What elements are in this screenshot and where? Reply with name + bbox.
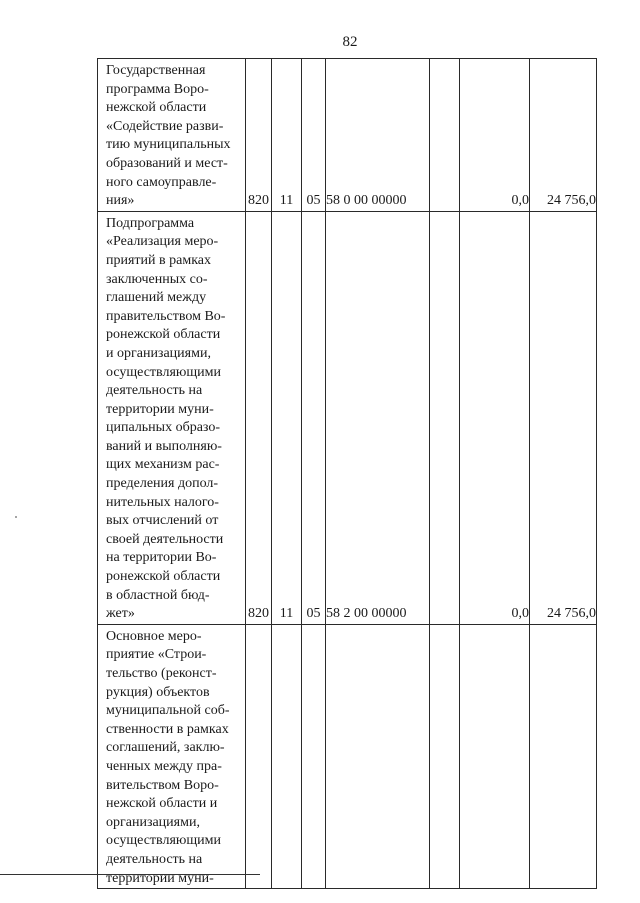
subsection-code	[302, 624, 326, 888]
target-article-code: 58 2 00 00000	[326, 211, 430, 624]
amount-1: 0,0	[460, 211, 530, 624]
row-name: Государственная программа Воро- нежской области «Содействие разви- тию муниципальных образований и мест- ного самоуправле- ния»	[98, 59, 246, 212]
row-name: Подпрограмма «Реализация меро- приятий в рамках заключенных со- глашений между правительством Во- ронежской области и организациями, осуществляющими деятельность на территории муни- ципальных образо- ваний и выполняю- щих механизм рас- пределения допол- нительных налого- вых отчислений от своей деятельности на территории Во- ронежской области в областной бюд- жет»	[98, 211, 246, 624]
scan-speck	[15, 516, 17, 518]
amount-1	[460, 624, 530, 888]
ministry-code: 820	[246, 211, 272, 624]
ministry-code	[246, 624, 272, 888]
amount-2	[530, 624, 597, 888]
footer-rule	[0, 874, 260, 875]
table-row	[98, 59, 597, 212]
amount-2: 24 756,0	[530, 59, 597, 212]
section-code: 11	[272, 59, 302, 212]
expense-type-code	[430, 624, 460, 888]
subsection-code: 05	[302, 211, 326, 624]
row-name: Основное меро- приятие «Строи- тельство (реконст- рукция) объектов муниципальной соб- ственности в рамках соглашений, заклю- ченных между пра- вительством Воро- нежской области и организациями, осуществляющими деятельность на территории муни-	[98, 624, 246, 888]
section-code	[272, 624, 302, 888]
amount-1: 0,0	[460, 59, 530, 212]
page-number: 82	[342, 34, 358, 50]
target-article-code	[326, 624, 430, 888]
target-article-code: 58 0 00 00000	[326, 59, 430, 212]
expense-type-code	[430, 59, 460, 212]
expense-type-code	[430, 211, 460, 624]
amount-2: 24 756,0	[530, 211, 597, 624]
section-code: 11	[272, 211, 302, 624]
ministry-code: 820	[246, 59, 272, 212]
subsection-code: 05	[302, 59, 326, 212]
budget-table	[97, 58, 597, 889]
table-row	[98, 211, 597, 624]
table-row	[98, 624, 597, 888]
